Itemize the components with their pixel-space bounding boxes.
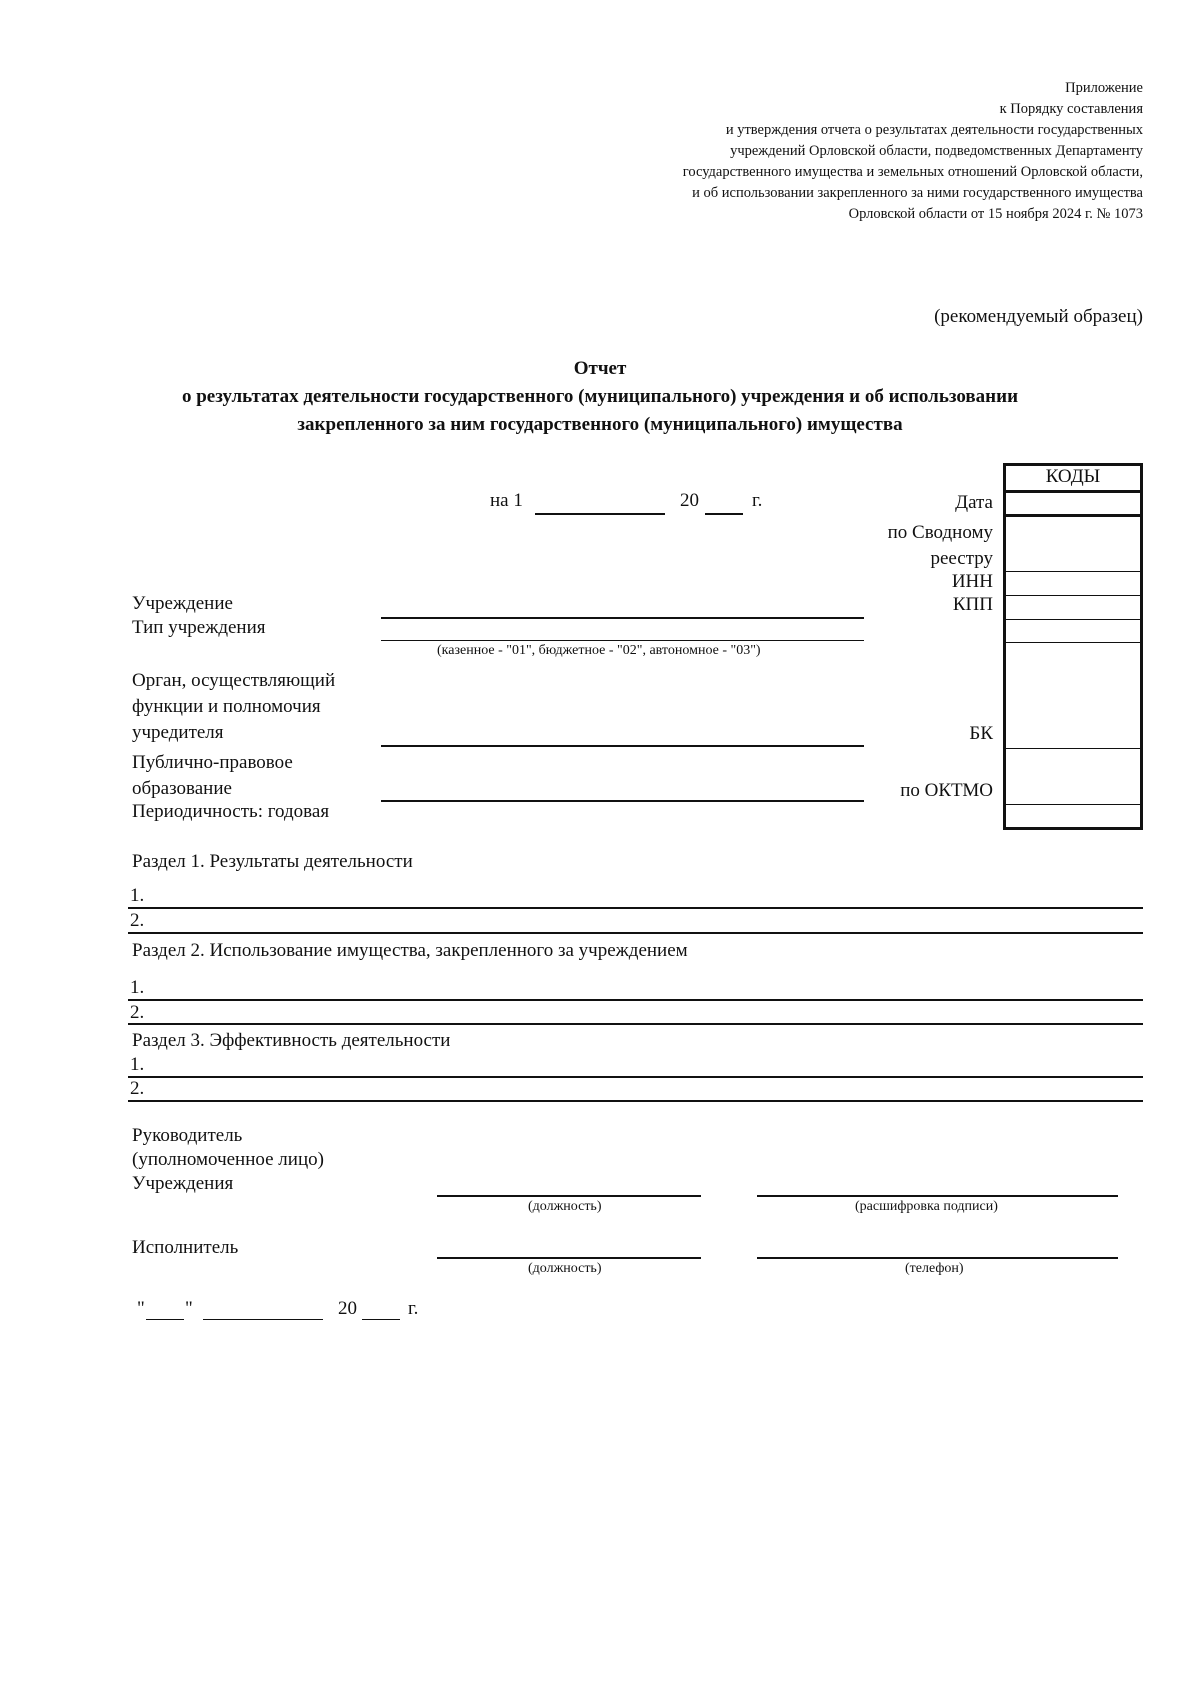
field-label-organ-1: Орган, осуществляющий xyxy=(132,670,336,691)
executor-label: Исполнитель xyxy=(132,1237,239,1258)
section-1-item-1: 1. xyxy=(130,885,145,906)
field-label-organ-3: учредителя xyxy=(132,722,224,743)
executor-position-hint: (должность) xyxy=(528,1261,602,1276)
section-1-title: Раздел 1. Результаты деятельности xyxy=(132,851,413,872)
appendix-line: Приложение xyxy=(1065,80,1143,96)
code-label-inn: ИНН xyxy=(951,571,993,592)
codes-divider xyxy=(1003,642,1143,643)
code-label-svodny: по Сводному xyxy=(887,522,993,543)
appendix-line: и утверждения отчета о результатах деятельности государственных xyxy=(725,122,1143,138)
title-line-3: закрепленного за ним государственного (муниципального) имущества xyxy=(297,414,903,435)
type-input-line[interactable] xyxy=(381,640,864,641)
code-label-oktmo: по ОКТМО xyxy=(900,780,993,801)
signature-head-2: (уполномоченное лицо) xyxy=(132,1149,324,1170)
codes-divider xyxy=(1003,619,1143,620)
bottom-date-quote-open: " xyxy=(137,1298,145,1319)
executor-phone-hint: (телефон) xyxy=(905,1261,964,1276)
field-label-ppo-2: образование xyxy=(132,778,232,799)
section-2-item-1: 1. xyxy=(130,977,145,998)
ppo-input-line[interactable] xyxy=(381,800,864,802)
section-2-title: Раздел 2. Использование имущества, закрепленного за учреждением xyxy=(132,940,688,961)
section-2-line-1[interactable] xyxy=(128,999,1143,1001)
report-title xyxy=(0,355,1200,439)
signature-head-3: Учреждения xyxy=(132,1173,234,1194)
code-label-date: Дата xyxy=(955,492,993,513)
date-year-prefix: 20 xyxy=(680,490,699,511)
appendix-line: Орловской области от 15 ноября 2024 г. № 1073 xyxy=(848,206,1143,222)
date-suffix: г. xyxy=(752,490,763,511)
executor-position-line[interactable] xyxy=(437,1257,701,1259)
signature-head-1: Руководитель xyxy=(132,1125,243,1146)
institution-input-line[interactable] xyxy=(381,617,864,619)
codes-divider xyxy=(1003,514,1143,517)
head-position-hint: (должность) xyxy=(528,1199,602,1214)
bottom-date-quote-close: " xyxy=(185,1298,193,1319)
date-year-field[interactable] xyxy=(705,513,743,515)
section-1-line-2[interactable] xyxy=(128,932,1143,934)
field-label-ppo-1: Публично-правовое xyxy=(132,752,293,773)
codes-divider xyxy=(1003,595,1143,596)
bottom-date-day-field[interactable] xyxy=(146,1319,184,1320)
code-label-bk: БК xyxy=(969,723,993,744)
section-3-line-2[interactable] xyxy=(128,1100,1143,1102)
codes-divider xyxy=(1003,748,1143,749)
title-line-1: Отчет xyxy=(573,358,627,379)
head-decode-hint: (расшифровка подписи) xyxy=(855,1199,998,1214)
appendix-line: и об использовании закрепленного за ними государственного имущества xyxy=(692,185,1143,201)
section-3-item-2: 2. xyxy=(130,1078,145,1099)
codes-divider xyxy=(1003,571,1143,572)
section-2-line-2[interactable] xyxy=(128,1023,1143,1025)
field-label-type: Тип учреждения xyxy=(132,617,266,638)
recommended-sample-note: (рекомендуемый образец) xyxy=(934,306,1143,327)
field-label-institution: Учреждение xyxy=(132,593,233,614)
appendix-line: к Порядку составления xyxy=(999,101,1143,117)
section-3-title: Раздел 3. Эффективность деятельности xyxy=(132,1030,451,1051)
bottom-date-year-field[interactable] xyxy=(362,1319,400,1320)
head-signature-line[interactable] xyxy=(757,1195,1118,1197)
code-label-kpp: КПП xyxy=(952,594,993,615)
codes-divider xyxy=(1003,804,1143,805)
field-label-periodicity: Периодичность: годовая xyxy=(132,801,330,822)
section-1-line-1[interactable] xyxy=(128,907,1143,909)
field-label-organ-2: функции и полномочия xyxy=(132,696,321,717)
codes-header: КОДЫ xyxy=(1045,466,1101,487)
appendix-line: государственного имущества и земельных отношений Орловской области, xyxy=(682,164,1143,180)
date-day-month-field[interactable] xyxy=(535,513,665,515)
date-prefix: на 1 xyxy=(490,490,523,511)
code-date-cell[interactable] xyxy=(1006,493,1140,513)
organ-input-line[interactable] xyxy=(381,745,864,747)
bottom-date-month-field[interactable] xyxy=(203,1319,323,1320)
appendix-note xyxy=(683,78,1143,225)
type-hint: (казенное - "01", бюджетное - "02", автономное - "03") xyxy=(437,643,761,658)
executor-phone-line[interactable] xyxy=(757,1257,1118,1259)
head-position-line[interactable] xyxy=(437,1195,701,1197)
section-2-item-2: 2. xyxy=(130,1002,145,1023)
title-line-2: о результатах деятельности государственного (муниципального) учреждения и об использовании xyxy=(181,386,1019,407)
codes-table xyxy=(1003,463,1143,830)
appendix-line: учреждений Орловской области, подведомственных Департаменту xyxy=(730,143,1143,159)
section-3-line-1[interactable] xyxy=(128,1076,1143,1078)
bottom-date-suffix: г. xyxy=(408,1298,419,1319)
section-1-item-2: 2. xyxy=(130,910,145,931)
section-3-item-1: 1. xyxy=(130,1054,145,1075)
bottom-date-year-prefix: 20 xyxy=(338,1298,357,1319)
code-label-registry: реестру xyxy=(930,548,993,569)
